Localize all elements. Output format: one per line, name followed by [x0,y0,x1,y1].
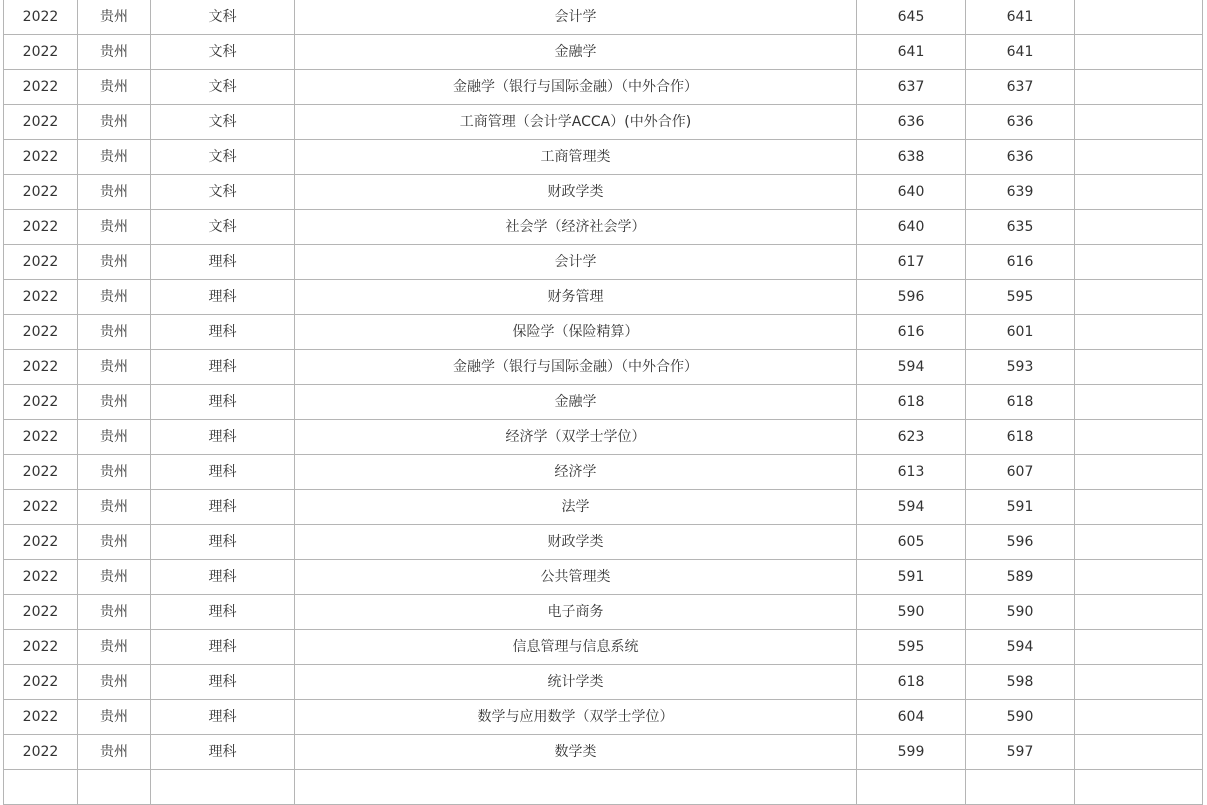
highest-score-cell: 594 [857,350,966,385]
province-cell: 贵州 [78,280,151,315]
highest-score-cell: 641 [857,35,966,70]
notes-cell [1075,385,1203,420]
lowest-score-cell: 607 [966,455,1075,490]
subject-category-cell: 理科 [151,315,295,350]
subject-category-cell: 理科 [151,455,295,490]
province-cell: 贵州 [78,140,151,175]
subject-category-cell: 理科 [151,665,295,700]
major-cell: 信息管理与信息系统 [295,630,857,665]
year-cell: 2022 [4,35,78,70]
province-cell: 贵州 [78,70,151,105]
major-cell: 金融学 [295,35,857,70]
notes-cell [1075,700,1203,735]
notes-cell [1075,70,1203,105]
subject-category-cell: 理科 [151,630,295,665]
major-cell: 经济学 [295,455,857,490]
major-cell: 数学类 [295,735,857,770]
lowest-score-cell: 597 [966,735,1075,770]
province-cell: 贵州 [78,105,151,140]
admission-scores-table [3,0,1203,805]
table-row [4,210,1203,245]
table-row [4,280,1203,315]
highest-score-cell: 637 [857,70,966,105]
table-row [4,595,1203,630]
notes-cell [1075,735,1203,770]
lowest-score-cell: 598 [966,665,1075,700]
province-cell: 贵州 [78,210,151,245]
notes-cell [1075,245,1203,280]
subject-category-cell: 文科 [151,0,295,35]
province-cell: 贵州 [78,175,151,210]
year-cell: 2022 [4,665,78,700]
notes-cell [1075,665,1203,700]
highest-score-cell: 616 [857,315,966,350]
highest-score-cell: 618 [857,385,966,420]
table-row [4,490,1203,525]
province-cell: 贵州 [78,455,151,490]
table-row [4,700,1203,735]
table-body [4,0,1203,805]
major-cell: 社会学（经济社会学） [295,210,857,245]
highest-score-cell: 594 [857,490,966,525]
subject-category-cell: 理科 [151,700,295,735]
table-row [4,70,1203,105]
notes-cell [1075,105,1203,140]
major-cell: 金融学 [295,385,857,420]
notes-cell [1075,560,1203,595]
highest-score-cell: 617 [857,245,966,280]
highest-score-cell: 596 [857,280,966,315]
highest-score-cell: 613 [857,455,966,490]
major-cell: 电子商务 [295,595,857,630]
province-cell: 贵州 [78,35,151,70]
major-cell: 统计学类 [295,665,857,700]
year-cell: 2022 [4,70,78,105]
table-row [4,140,1203,175]
subject-category-cell: 文科 [151,140,295,175]
province-cell: 贵州 [78,0,151,35]
province-cell: 贵州 [78,630,151,665]
subject-category-cell: 理科 [151,525,295,560]
lowest-score-cell: 616 [966,245,1075,280]
notes-cell [1075,0,1203,35]
lowest-score-cell: 618 [966,420,1075,455]
notes-cell [1075,630,1203,665]
year-cell: 2022 [4,735,78,770]
province-cell: 贵州 [78,315,151,350]
highest-score-cell: 618 [857,665,966,700]
major-cell: 经济学（双学士学位） [295,420,857,455]
major-cell: 工商管理类 [295,140,857,175]
notes-cell [1075,35,1203,70]
table-row [4,560,1203,595]
table-row [4,735,1203,770]
highest-score-cell: 640 [857,210,966,245]
notes-cell [1075,140,1203,175]
table-row [4,455,1203,490]
province-cell: 贵州 [78,525,151,560]
major-cell: 金融学（银行与国际金融）（中外合作） [295,350,857,385]
year-cell: 2022 [4,140,78,175]
year-cell: 2022 [4,245,78,280]
lowest-score-cell: 639 [966,175,1075,210]
province-cell: 贵州 [78,420,151,455]
year-cell: 2022 [4,385,78,420]
province-cell: 贵州 [78,595,151,630]
major-cell: 公共管理类 [295,560,857,595]
notes-cell [1075,455,1203,490]
highest-score-cell: 590 [857,595,966,630]
notes-cell [1075,210,1203,245]
subject-category-cell: 理科 [151,350,295,385]
table-row [4,525,1203,560]
year-cell: 2022 [4,525,78,560]
major-cell: 会计学 [295,245,857,280]
table-row [4,665,1203,700]
subject-category-cell: 理科 [151,420,295,455]
year-cell: 2022 [4,175,78,210]
subject-category-cell: 文科 [151,105,295,140]
year-cell: 2022 [4,560,78,595]
subject-category-cell: 理科 [151,560,295,595]
year-cell: 2022 [4,210,78,245]
province-cell: 贵州 [78,665,151,700]
lowest-score-cell: 589 [966,560,1075,595]
major-cell: 财政学类 [295,525,857,560]
table-row [4,35,1203,70]
subject-category-cell: 文科 [151,175,295,210]
lowest-score-cell: 591 [966,490,1075,525]
highest-score-cell: 599 [857,735,966,770]
table-row [4,315,1203,350]
table-row [4,175,1203,210]
subject-category-cell: 理科 [151,595,295,630]
subject-category-cell: 文科 [151,70,295,105]
major-cell: 工商管理（会计学ACCA）(中外合作) [295,105,857,140]
year-cell: 2022 [4,455,78,490]
major-cell: 保险学（保险精算） [295,315,857,350]
year-cell: 2022 [4,420,78,455]
year-cell: 2022 [4,350,78,385]
highest-score-cell: 638 [857,140,966,175]
highest-score-cell: 591 [857,560,966,595]
lowest-score-cell: 594 [966,630,1075,665]
major-cell: 财政学类 [295,175,857,210]
lowest-score-cell: 601 [966,315,1075,350]
notes-cell [1075,490,1203,525]
year-cell: 2022 [4,700,78,735]
lowest-score-cell: 593 [966,350,1075,385]
lowest-score-cell: 596 [966,525,1075,560]
subject-category-cell: 理科 [151,245,295,280]
highest-score-cell: 604 [857,700,966,735]
table-row [4,420,1203,455]
year-cell: 2022 [4,0,78,35]
province-cell: 贵州 [78,735,151,770]
subject-category-cell: 理科 [151,280,295,315]
table-row [4,0,1203,35]
subject-category-cell: 理科 [151,490,295,525]
lowest-score-cell: 590 [966,700,1075,735]
year-cell: 2022 [4,595,78,630]
table-row [4,105,1203,140]
subject-category-cell: 理科 [151,385,295,420]
notes-cell [1075,315,1203,350]
major-cell: 法学 [295,490,857,525]
province-cell: 贵州 [78,490,151,525]
table-row [4,630,1203,665]
notes-cell [1075,525,1203,560]
year-cell: 2022 [4,630,78,665]
major-cell: 金融学（银行与国际金融）（中外合作） [295,70,857,105]
year-cell: 2022 [4,315,78,350]
major-cell: 会计学 [295,0,857,35]
lowest-score-cell: 595 [966,280,1075,315]
highest-score-cell: 640 [857,175,966,210]
province-cell: 贵州 [78,385,151,420]
year-cell: 2022 [4,280,78,315]
year-cell: 2022 [4,105,78,140]
highest-score-cell: 605 [857,525,966,560]
province-cell: 贵州 [78,560,151,595]
lowest-score-cell: 641 [966,0,1075,35]
notes-cell [1075,595,1203,630]
province-cell: 贵州 [78,245,151,280]
table-row [4,350,1203,385]
year-cell: 2022 [4,490,78,525]
table-row [4,245,1203,280]
province-cell: 贵州 [78,350,151,385]
highest-score-cell: 623 [857,420,966,455]
province-cell: 贵州 [78,700,151,735]
lowest-score-cell: 635 [966,210,1075,245]
lowest-score-cell: 637 [966,70,1075,105]
highest-score-cell: 636 [857,105,966,140]
notes-cell [1075,350,1203,385]
lowest-score-cell: 590 [966,595,1075,630]
subject-category-cell: 理科 [151,735,295,770]
highest-score-cell: 595 [857,630,966,665]
subject-category-cell: 文科 [151,210,295,245]
notes-cell [1075,280,1203,315]
notes-cell [1075,420,1203,455]
lowest-score-cell: 636 [966,105,1075,140]
lowest-score-cell: 618 [966,385,1075,420]
highest-score-cell: 645 [857,0,966,35]
major-cell: 财务管理 [295,280,857,315]
notes-cell [1075,175,1203,210]
table-row [4,385,1203,420]
lowest-score-cell: 636 [966,140,1075,175]
subject-category-cell: 文科 [151,35,295,70]
major-cell: 数学与应用数学（双学士学位） [295,700,857,735]
lowest-score-cell: 641 [966,35,1075,70]
